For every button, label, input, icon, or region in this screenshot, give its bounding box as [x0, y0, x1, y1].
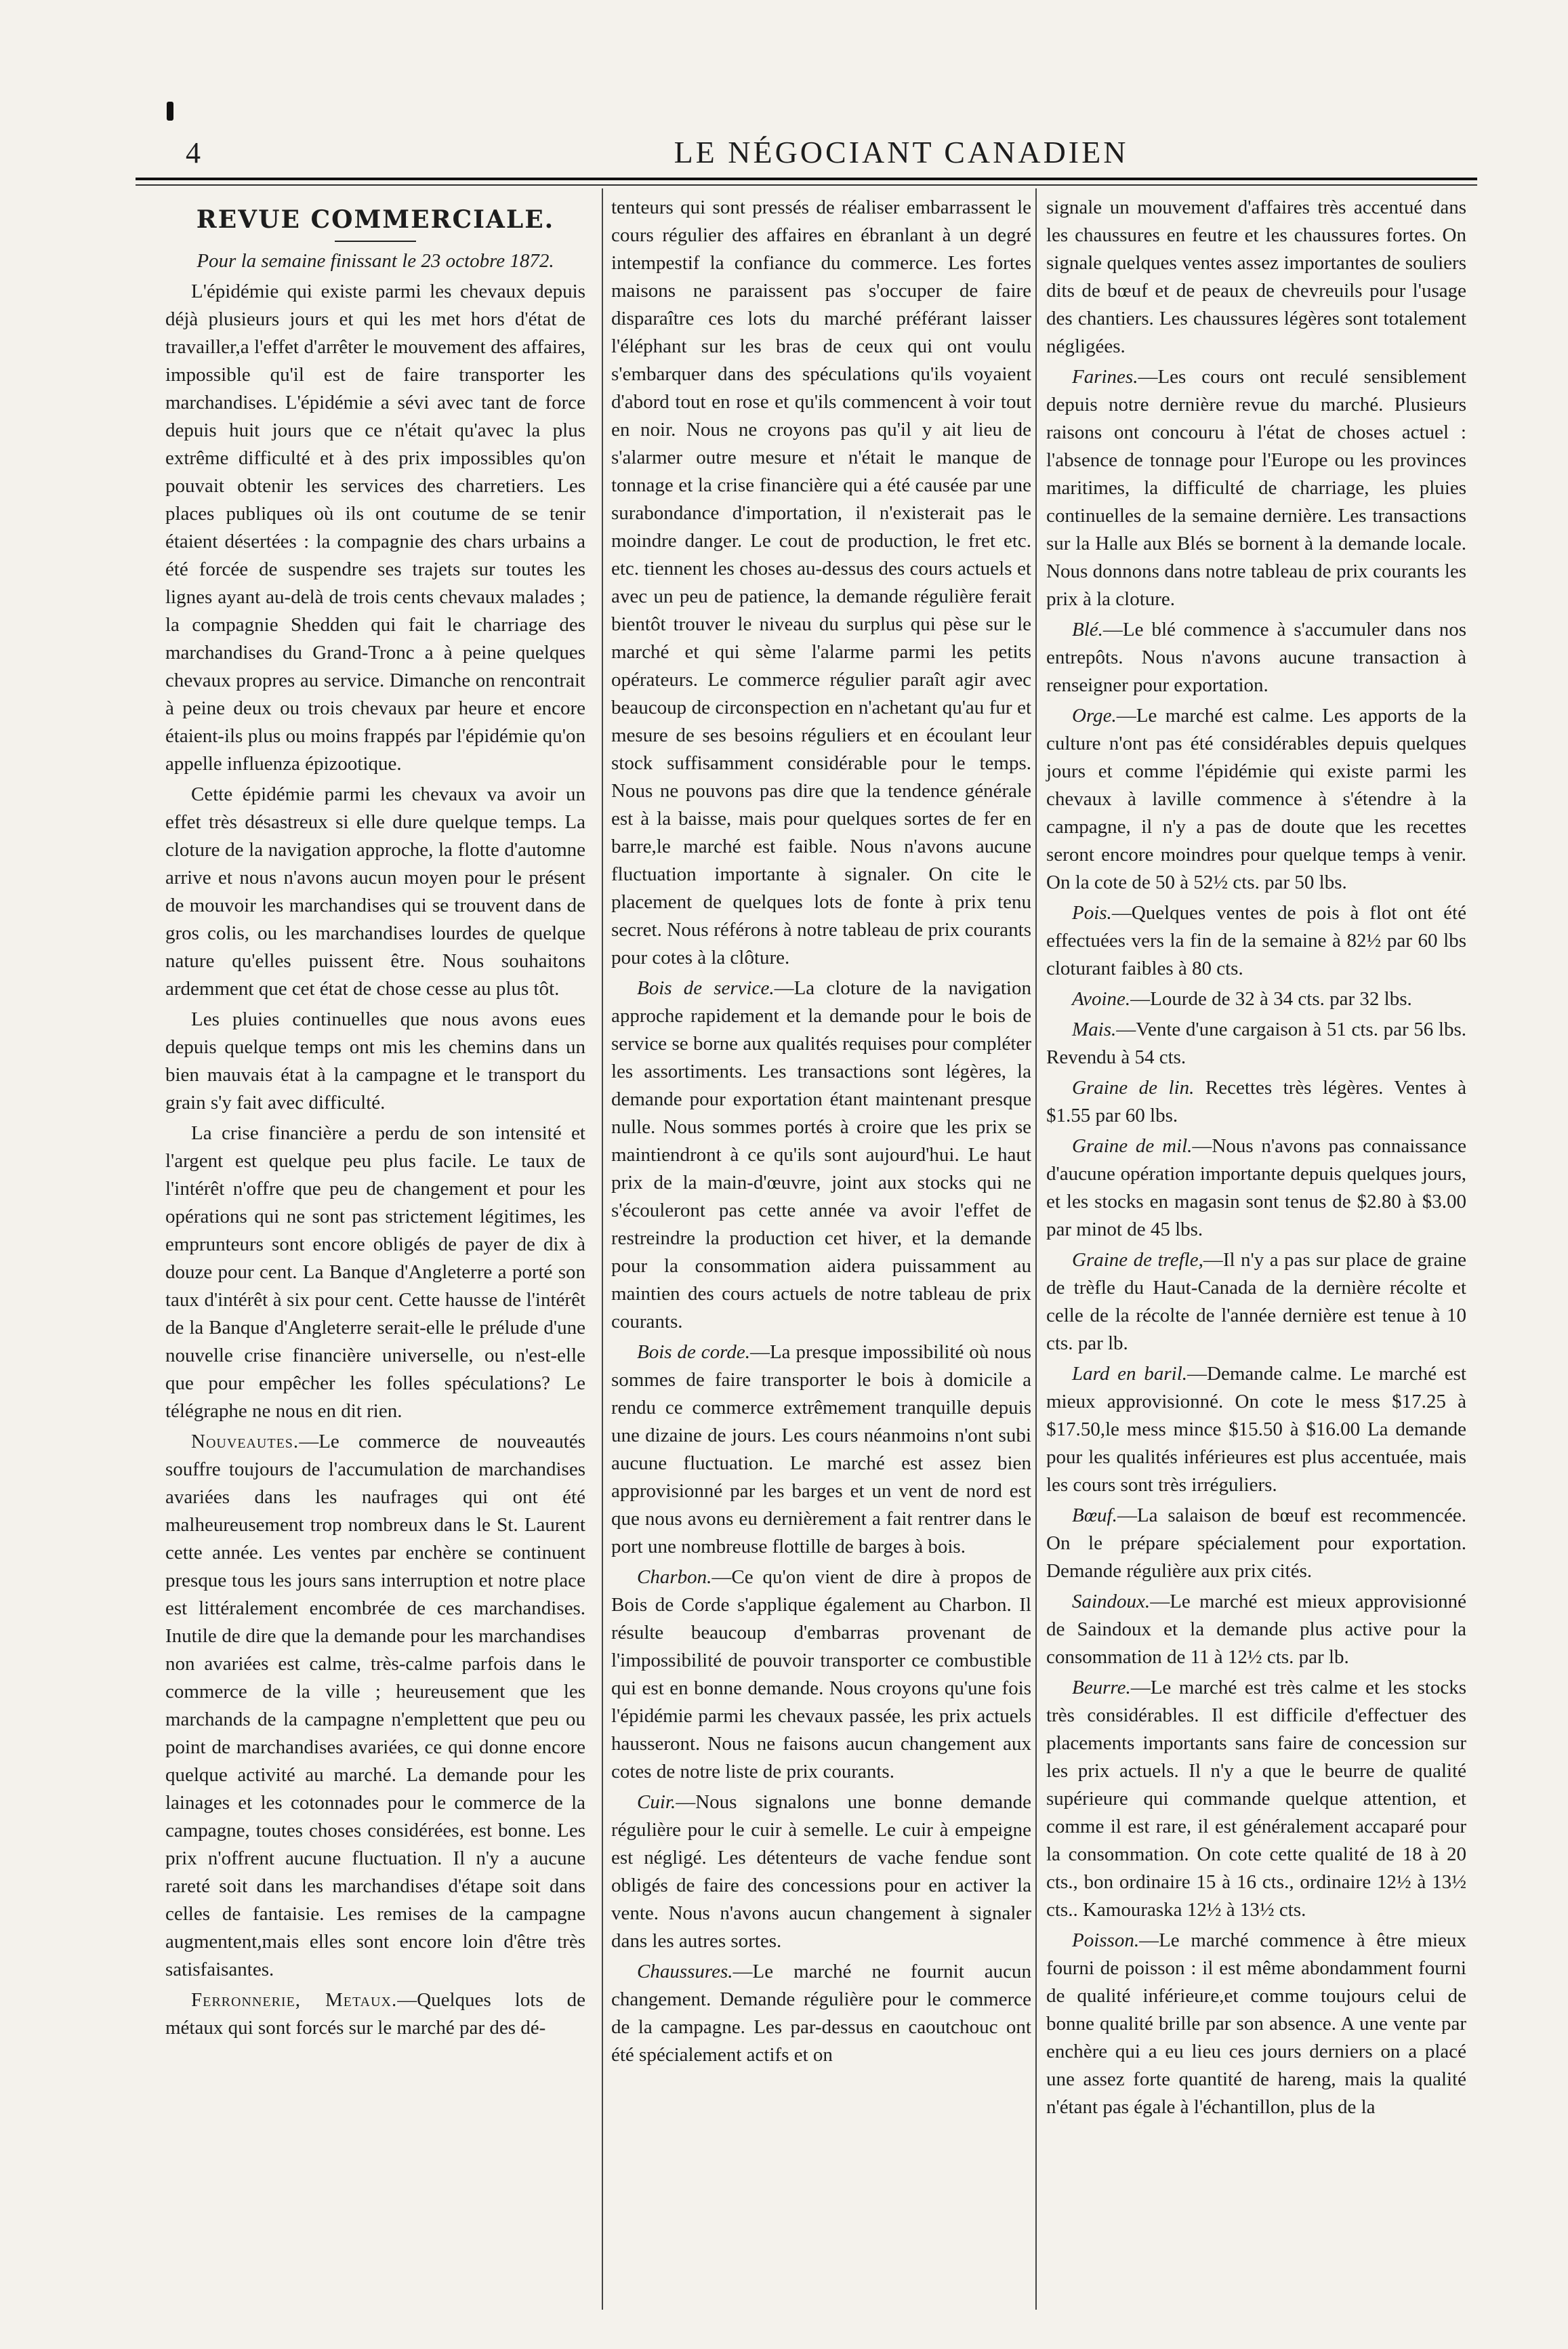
paragraph-label: Avoine.	[1072, 988, 1131, 1010]
paragraph-text: —Le blé commence à s'accumuler dans nos entrepôts. Nous n'avons aucune transaction à renseigner pour exportation.	[1046, 619, 1466, 696]
paragraph-label: Blé.	[1072, 619, 1103, 640]
paragraph: Les pluies continuelles que nous avons eues depuis quelque temps ont mis les chemins dans un bien mauvais état à la campagne et le transport du grain s'y fait avec difficulté.	[165, 1008, 585, 1114]
column-3	[1046, 194, 1466, 2124]
section-subhead: Pour la semaine finissant le 23 octobre 1872.	[197, 250, 554, 272]
paragraph	[1046, 1588, 1466, 1671]
paragraph	[1046, 1360, 1466, 1499]
paragraph-text: —La presque impossibilité où nous sommes de faire transporter le bois à domicile a rendu ce commerce extrêmement tranquille depuis une dizaine de jours. Les cours néanmoins n'ont subi aucune fluctuation. Le marché est assez bien approvisionné par les barges et un vent de nord est que nous avons eu dernièrement a fait rentrer dans le port une nombreuse flottille de barges à bois.	[611, 1341, 1031, 1557]
paragraph	[1046, 1927, 1466, 2121]
paragraph-label: Nouveautes.	[191, 1431, 300, 1452]
paragraph-label: Bœuf.	[1072, 1505, 1117, 1526]
paragraph	[1046, 702, 1466, 897]
paragraph-label: Beurre.	[1072, 1677, 1131, 1698]
header-rule	[136, 178, 1477, 180]
paragraph-label: Graine de mil.	[1072, 1135, 1193, 1157]
headline-rule	[335, 241, 416, 242]
paragraph	[611, 1339, 1031, 1561]
paragraph-text: —Le marché est mieux approvisionné de Saindoux et la demande plus active pour la consommation de 11 à 12½ cts. par lb.	[1046, 1591, 1466, 1668]
paragraph-text: —Vente d'une cargaison à 51 cts. par 56 lbs. Revendu à 54 cts.	[1046, 1019, 1466, 1068]
paragraph-label: Bois de corde.	[637, 1341, 750, 1363]
paragraph	[611, 1564, 1031, 1786]
paragraph	[1046, 363, 1466, 613]
margin-mark	[167, 102, 173, 121]
paragraph-text: —Les cours ont reculé sensiblement depuis notre dernière revue du marché. Plusieurs raisons ont concouru à l'état de choses actuel : l'absence de tonnage pour l'Europe ou les provinces maritimes, la difficulté de charriage, les pluies continuelles de la semaine dernière. Les transactions sur la Halle aux Blés se bornent à la demande locale. Nous donnons dans notre tableau de prix courants les prix à la cloture.	[1046, 366, 1466, 610]
paragraph-label: Lard en baril.	[1072, 1363, 1187, 1385]
page-number: 4	[186, 136, 201, 169]
paragraph-label: Chaussures.	[637, 1961, 733, 1982]
column-1	[165, 194, 585, 2045]
paragraph-label: Cuir.	[637, 1791, 676, 1813]
paragraph-text: —Nous n'avons pas connaissance d'aucune opération importante depuis quelques jours, et les stocks en magasin sont tenus de $2.80 à $3.00 par minot de 45 lbs.	[1046, 1135, 1466, 1240]
paragraph-text: —Ce qu'on vient de dire à propos de Bois de Corde s'applique également au Charbon. Il résulte beaucoup d'embarras provenant de l'impossibilité de pouvoir transporter ce combustible qui est en bonne demande. Nous croyons qu'une fois l'épidémie parmi les chevaux passée, les prix actuels hausseront. Nous ne faisons aucun changement aux cotes de notre liste de prix courants.	[611, 1566, 1031, 1782]
paragraph-label: Mais.	[1072, 1019, 1117, 1040]
column-2	[611, 194, 1031, 2072]
journal-title: LE NÉGOCIANT CANADIEN	[674, 135, 1129, 169]
paragraph-label: Bois de service.	[637, 977, 775, 999]
paragraph-text: —La cloture de la navigation approche rapidement et la demande pour le bois de service se borne aux qualités requises pour compléter les assortiments. Les transactions sont légères, la demande pour exportation étant maintenant presque nulle. Nous sommes portés à croire que les prix se maintiendront à ce qu'ils sont aujourd'hui. Le haut prix de la main-d'œuvre, joint aux stocks qui ne s'écouleront pas cette année va avoir l'effet de restreindre la production cet hiver, et la demande pour la consommation aidera puissamment au maintien des cours actuels de notre tableau de prix courants.	[611, 977, 1031, 1332]
paragraph-text: —Il n'y a pas sur place de graine de trèfle du Haut-Canada de la dernière récolte et celle de la récolte de l'année dernière est tenue à 10 cts. par lb.	[1046, 1249, 1467, 1354]
paragraph-label: Charbon.	[637, 1566, 712, 1588]
paragraph-text: —La salaison de bœuf est recommencée. On le prépare spécialement pour exportation. Demande régulière aux prix cités.	[1046, 1505, 1466, 1582]
column-divider	[602, 188, 603, 2310]
paragraph	[1046, 1674, 1466, 1924]
paragraph-label: Ferronnerie, Metaux.	[191, 1989, 398, 2011]
paragraph-label: Graine de trefle,	[1072, 1249, 1203, 1271]
paragraph	[1046, 1502, 1466, 1585]
paragraph-text: —Le marché commence à être mieux fourni de poisson : il est même abondamment fourni de qualité inférieure,et comme toujours celui de bonne qualité brille par son absence. A une vente par enchère qui a eu lieu ces jours derniers on a placé une assez forte quantité de hareng, mais la qualité n'étant pas égale à l'échantillon, plus de la	[1046, 1929, 1466, 2118]
paragraph: tenteurs qui sont pressés de réaliser embarrassent le cours régulier des affaires en ébranlant à un degré intempestif la confiance du commerce. Les fortes maisons ne paraissent pas s'occuper de faire disparaître ces lots du marché préférant laisser l'éléphant sur les bras de ceux qui ont voulu s'embarquer dans des spéculations qu'ils voyaient d'abord tout en rose et qu'ils commencent à voir tout en noir. Nous ne croyons pas qu'il y ait lieu de s'alarmer outre mesure et n'était le manque de tonnage et la crise financière qui a été causée par une surabondance d'importation, il n'existerait pas le moindre danger. Le cout de production, le fret etc. etc. tiennent les choses au-dessus des cours actuels et avec un peu de patience, la demande régulière ferait bientôt trouver le niveau du surplus qui pèse sur le marché et qui sème l'alarme parmi les petits opérateurs. Le commerce régulier paraît agir avec beaucoup de circonspection en n'achetant qu'au fur et mesure de ses besoins réguliers et en écoulant leur stock suffisamment considérable pour le temps. Nous ne pouvons pas dire que la tendence générale est à la baisse, mais pour quelques sortes de fer en barre,le marché est faible. Nous n'avons aucune fluctuation importante à signaler. On cite le placement de quelques lots de fonte à prix tenu secret. Nous référons à notre tableau de prix courants pour cotes à la clôture.	[611, 197, 1031, 968]
paragraph	[1046, 1074, 1466, 1130]
paragraph-text: —Nous signalons une bonne demande régulière pour le cuir à semelle. Le cuir à empeigne est négligé. Les détenteurs de vache fendue sont obligés de faire des concessions pour en activer la vente. Nous n'avons aucun changement à signaler dans les autres sortes.	[611, 1791, 1031, 1952]
paragraph	[611, 975, 1031, 1336]
paragraph	[1046, 1246, 1466, 1357]
paragraph-label: Saindoux.	[1072, 1591, 1151, 1612]
paragraph-text: —Le commerce de nouveautés souffre toujours de l'accumulation de marchandises avariées dans les naufrages qui ont été malheureusement trop nombreux dans le St. Laurent cette année. Les ventes par enchère se continuent presque tous les jours sans interruption et notre place est littéralement encombrée de ces marchandises. Inutile de dire que la demande pour les marchandises non avariées est calme, très-calme parfois dans le commerce de la ville ; heureusement que les marchands de la campagne n'emplettent que peu ou point de marchandises avariées, ce qui donne encore quelque activité au marché. La demande pour les lainages et les cotonnades pour le commerce de la campagne, toutes choses considérées, est bonne. Les prix n'offrent aucune fluctuation. Il n'y a aucune rareté soit dans les marchandises d'étape soit dans celles de fantaisie. Les remises de la campagne augmentent,mais elles sont encore loin d'être très satisfaisantes.	[165, 1431, 585, 1980]
paragraph-label: Graine de lin.	[1072, 1077, 1195, 1099]
paragraph-text: —Lourde de 32 à 34 cts. par 32 lbs.	[1130, 988, 1412, 1010]
header-rule-thin	[136, 184, 1477, 186]
paragraph-label: Pois.	[1072, 902, 1112, 924]
paragraph: signale un mouvement d'affaires très accentué dans les chaussures en feutre et les chaussures fortes. On signale quelques ventes assez importantes de souliers dits de bœuf et de peaux de chevreuils pour l'usage des chantiers. Les chaussures légères sont totalement négligées.	[1046, 197, 1466, 357]
paragraph: Cette épidémie parmi les chevaux va avoir un effet très désastreux si elle dure quelque temps. La cloture de la navigation approche, la flotte d'automne arrive et nous n'avons aucun moyen pour le présent de mouvoir les marchandises qui se trouvent dans de gros colis, ou les marchandises lourdes de quelque nature qu'elles puissent être. Nous souhaitons ardemment que cet état de chose cesse au plus tôt.	[165, 783, 585, 1000]
paragraph: L'épidémie qui existe parmi les chevaux depuis déjà plusieurs jours et qui les met hors d'état de travailler,a l'effet d'arrêter le mouvement des affaires, impossible qu'il est de faire transporter les marchandises. L'épidémie a sévi avec tant de force depuis huit jours que ce n'était qu'avec la plus extrême difficulté et à des prix impossibles qu'on pouvait obtenir les services des charretiers. Les places publiques où ils ont coutume de se tenir étaient désertées : la compagnie des chars urbains a été forcée de suspendre ses trajets sur toutes les lignes ayant au-delà de trois cents chevaux malades ; la compagnie Shedden qui fait le charriage des marchandises du Grand-Tronc a à peine quelques chevaux propres au service. Dimanche on rencontrait à peine deux ou trois chevaux par heure et encore étaient-ils plus ou moins frappés par l'épidémie qu'on appelle influenza épizootique.	[165, 281, 585, 775]
paragraph: La crise financière a perdu de son intensité et l'argent est quelque peu plus facile. Le taux de l'intérêt n'offre que peu de changement et pour les opérations qui ne sont pas strictement légitimes, les emprunteurs sont encore obligés de payer de dix à douze pour cent. La Banque d'Angleterre a porté son taux d'intérêt à six pour cent. Cette hausse de l'intérêt de la Banque d'Angleterre serait-elle le prélude d'une nouvelle crise financière universelle, ou n'est-elle que pour empêcher les folles spéculations? Le télégraphe ne nous en dit rien.	[165, 1122, 585, 1422]
paragraph	[1046, 616, 1466, 699]
paragraph	[611, 1958, 1031, 2069]
paragraph	[1046, 899, 1466, 983]
paragraph	[1046, 1016, 1466, 1071]
paragraph	[165, 1986, 585, 2042]
paragraph	[1046, 985, 1466, 1013]
paragraph-text: —Le marché est calme. Les apports de la culture n'ont pas été considérables depuis quelques jours et comme l'épidémie qui existe parmi les chevaux à laville commence à s'étendre à la campagne, il n'y a pas de doute que les recettes seront encore moindres pour quelque temps à venir. On la cote de 50 à 52½ cts. par 50 lbs.	[1046, 705, 1466, 893]
paragraph-text: —Quelques lots de métaux qui sont forcés sur le marché par des dé-	[165, 1989, 585, 2039]
paragraph	[165, 1428, 585, 1984]
paragraph-text: —Le marché ne fournit aucun changement. Demande régulière pour le commerce de la campagne. Les par-dessus en caoutchouc ont été spécialement actifs et on	[611, 1961, 1031, 2066]
section-headline: REVUE COMMERCIALE.	[196, 205, 555, 234]
paragraph-label: Poisson.	[1072, 1929, 1140, 1951]
paragraph-label: Orge.	[1072, 705, 1117, 727]
paragraph-text: —Demande calme. Le marché est mieux approvisionné. On cote le mess $17.25 à $17.50,le mess mince $15.50 à $16.00 La demande pour les qualités inférieures est plus accentuée, mais les cours sont très irréguliers.	[1046, 1363, 1466, 1496]
column-divider	[1035, 188, 1037, 2310]
paragraph	[1046, 1132, 1466, 1244]
paragraph	[611, 1789, 1031, 1955]
paragraph-text: —Quelques ventes de pois à flot ont été effectuées vers la fin de la semaine à 82½ par 60 lbs cloturant faibles à 80 cts.	[1046, 902, 1466, 979]
paragraph-label: Farines.	[1072, 366, 1138, 388]
paragraph-text: Recettes très légères. Ventes à $1.55 par 60 lbs.	[1046, 1077, 1466, 1126]
paragraph-text: —Le marché est très calme et les stocks très considérables. Il est difficile d'effectuer des placements importants sans faire de concession sur les prix actuels. Il n'y a que le beurre de qualité supérieure qui commande quelque attention, et comme il est rare, il est généralement accaparé pour la consommation. On cote cette qualité de 18 à 20 cts., bon ordinaire 15 à 16 cts., ordinaire 12½ à 13½ cts.. Kamouraska 12½ à 13½ cts.	[1046, 1677, 1466, 1921]
